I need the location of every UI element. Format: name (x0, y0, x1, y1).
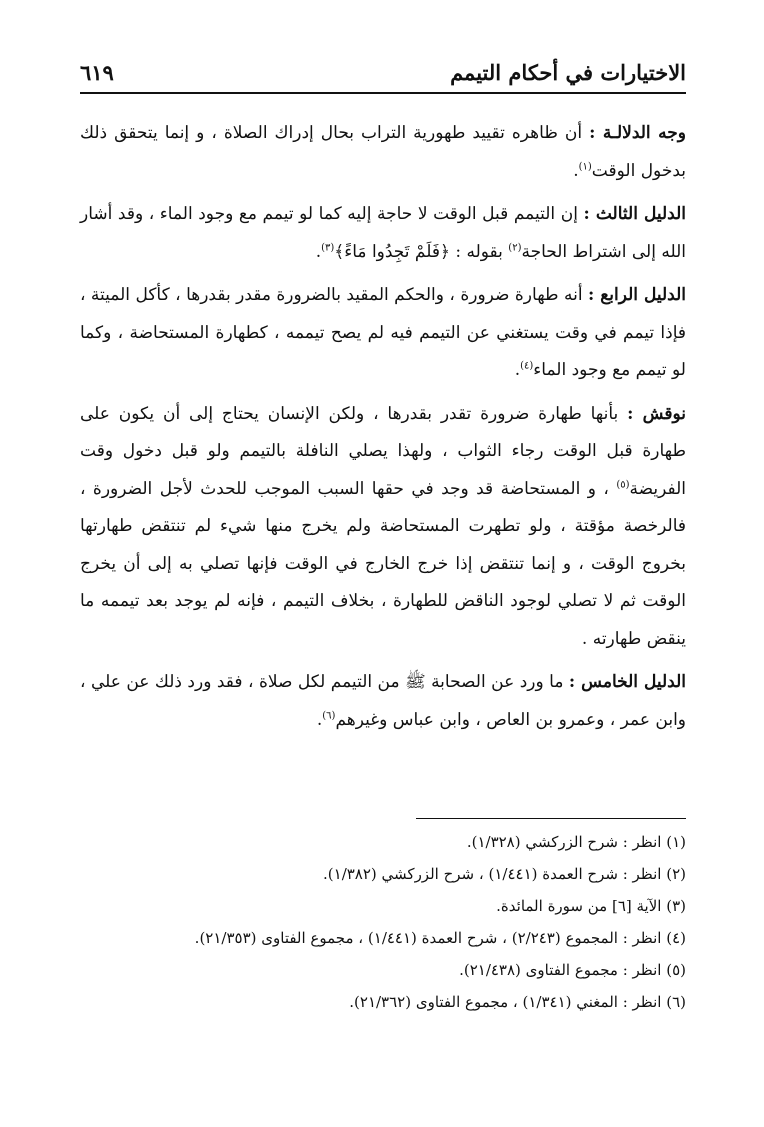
paragraph-tail: . (573, 160, 579, 181)
footnote-3: (٣) الآية [٦] من سورة المائدة. (496, 897, 686, 915)
paragraph-tail: ، و المستحاضة قد وجد في حقها السبب الموجب للحدث لأجل الضرورة ، فالرخصة مؤقتة ، ولو تطهرت المستحاضة ولم يخرج منها شيء لم تنتقض طهارتها بخروج الوقت ، و إنما تنتقض إذا خرج الخارج في الوقت فإنها تصلي به إلى أن يخرج الوقت ثم لا تصلي لوجود الناقض للطهارة ، بخلاف التيمم ، فإنه لم يوجد بعد تيممه ما ينقض طهارته . (80, 478, 686, 649)
paragraph-tail: . (315, 241, 322, 262)
paragraph-text: أن ظاهره تقييد طهورية التراب بحال إدراك الصلاة ، و إنما يتحقق ذلك بدخول الوقت (80, 123, 686, 181)
paragraph-third-evidence (80, 196, 686, 271)
paragraph-text: بأنها طهارة ضرورة تقدر بقدرها ، ولكن الإنسان يحتاج إلى أن يكون على طهارة قبل الوقت رجاء الثواب ، ولهذا يصلي النافلة بالتيمم ولو قبل دخول وقت الفريضة (80, 403, 686, 499)
paragraph-heading: الدليل الخامس : (568, 672, 686, 692)
paragraph-heading: الدليل الرابع : (588, 285, 686, 305)
footnote-marker: (٦) (322, 709, 336, 721)
footnote-5: (٥) انظر : مجموع الفتاوى (٢١/٤٣٨). (459, 961, 686, 979)
page-number: ٦١٩ (80, 60, 114, 85)
main-text (80, 115, 686, 745)
paragraph-fifth-evidence (80, 664, 686, 739)
paragraph-tail: . (514, 360, 521, 380)
footnote-marker: (٣) (321, 241, 335, 253)
paragraph-tail: . (316, 709, 323, 730)
footnote-marker: (٤) (520, 360, 534, 372)
footnote-marker: (١) (578, 160, 592, 172)
paragraph-text: أنه طهارة ضرورة ، والحكم المقيد بالضرورة مقدر بقدرها ، كأكل الميتة ، فإذا تيمم في وقت يستغني عن التيمم فيه لم يصح تيممه ، كطهارة المستحاضة ، وكما لو تيمم مع وجود الماء (80, 285, 686, 380)
footnote-6: (٦) انظر : المغني (١/٣٤١) ، مجموع الفتاوى (٢١/٣٦٢). (349, 993, 686, 1011)
paragraph-text: ما ورد عن الصحابة ﷺ من التيمم لكل صلاة ، فقد ورد ذلك عن علي ، وابن عمر ، وعمرو بن العاص ، وابن عباس وغيرهم (80, 672, 686, 730)
header-title: الاختيارات في أحكام التيمم (450, 60, 686, 85)
paragraph-fourth-evidence (80, 277, 686, 390)
paragraph-heading: الدليل الثالث : (583, 204, 686, 224)
paragraph-discussion (80, 396, 686, 659)
paragraph-text: إن التيمم قبل الوقت لا حاجة إليه كما لو تيمم مع وجود الماء ، وقد أشار الله إلى اشتراط الحاجة (80, 204, 686, 262)
footnote-4: (٤) انظر : المجموع (٢/٢٤٣) ، شرح العمدة (١/٤٤١) ، مجموع الفتاوى (٢١/٣٥٣). (194, 929, 686, 947)
paragraph-heading: وجه الدلالـة : (589, 123, 686, 143)
footnote-1: (١) انظر : شرح الزركشي (١/٣٢٨). (466, 833, 686, 851)
paragraph-evidence-meaning (80, 115, 686, 190)
footnote-2: (٢) انظر : شرح العمدة (١/٤٤١) ، شرح الزركشي (١/٣٨٢). (323, 865, 686, 883)
footnotes (80, 826, 686, 1018)
running-header (80, 50, 686, 94)
footnote-separator (416, 818, 686, 819)
paragraph-tail: بقوله : ﴿فَلَمْ تَجِدُوا مَاءً﴾ (334, 241, 509, 262)
footnote-marker: (٥) (616, 478, 630, 490)
footnote-marker: (٢) (508, 241, 522, 253)
paragraph-heading: نوقش : (627, 403, 686, 424)
